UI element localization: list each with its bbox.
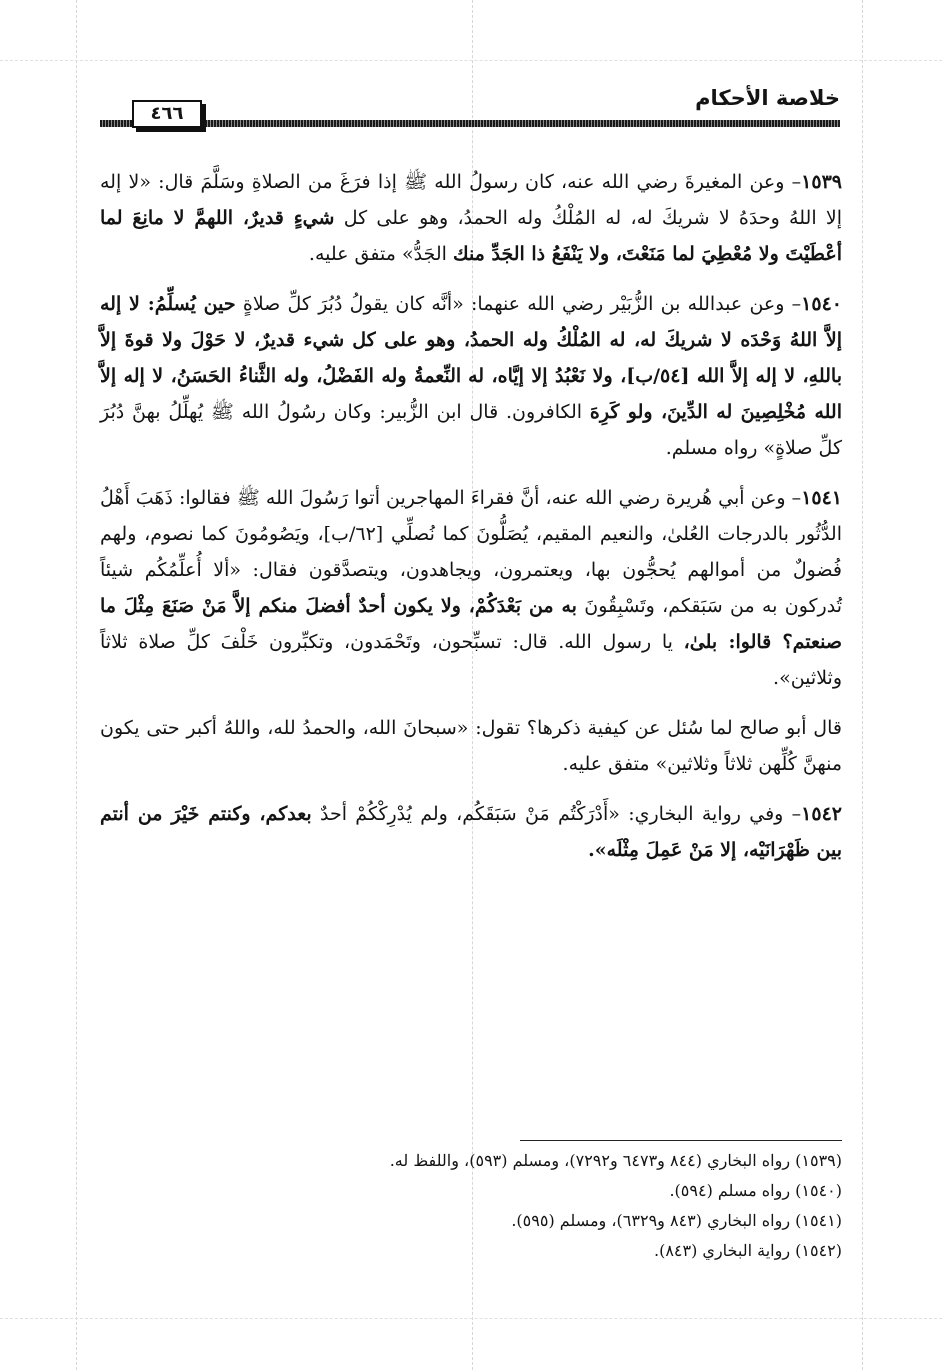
footnote: (١٥٤١) رواه البخاري (٨٤٣ و٦٣٢٩)، ومسلم (٥٩٥). xyxy=(511,1211,842,1230)
footnote: (١٥٤٢) رواية البخاري (٨٤٣). xyxy=(653,1241,842,1260)
hadith-number: ١٥٣٩ xyxy=(801,171,842,193)
hadith-text-line: – وعن عبدالله بن الزُّبَيْر رضي الله عنهما: «أنَّه كان يقولُ دُبُرَ كلِّ صلاةٍ xyxy=(242,293,802,315)
hadith-number: ١٥٤٠ xyxy=(801,293,842,315)
hadith-text-line: [٦٢/ب]، ويَصُومُونَ كما نصوم، ولهم فُضولٌ من أموالهم يُحجُّون بها، ويعتمرون، xyxy=(100,523,843,581)
hadith-text-line: شيء قديرٌ، لا حَوْلَ ولا قوةَ إلاَّ باللهِ، لا إله إلاَّ الله [٥٤/ب]، ولا نَعْبُدُ إلا إيَّاه، له xyxy=(100,329,842,387)
hadith-text-line: ويجاهدون، ويتصدَّقون فقال: «ألا أُعلِّمُكُم شيئاً تُدركون به من سَبَقكم، وتَسْبِقُونَ xyxy=(100,559,842,617)
hadith-text-line: واللهُ أكبر حتى يكون منهنَّ كُلِّهن ثلاثاً وثلاثين» متفق عليه. xyxy=(100,717,842,775)
hadith-text-line: النِّعمةُ وله الفَضْلُ، وله الثَّناءُ الحَسَنُ، لا إله إلاَّ الله مُخْلِصِينَ له الدِّينَ، ولو كَرِهَ xyxy=(100,365,842,423)
hadith-text-line: الكافرون. قال ابن الزُّبير: وكان رسُولُ الله ﷺ يُهلِّلُ بهنَّ دُبُرَ كلِّ صلاةٍ» رواه مسلم. xyxy=(100,401,842,459)
hadith-number: ١٥٤٢ xyxy=(801,803,842,825)
header-rule xyxy=(100,120,840,127)
hadith-paragraph xyxy=(100,710,842,782)
hadith-paragraph xyxy=(100,286,842,466)
scan-guide xyxy=(862,0,863,1370)
page-number: ٤٦٦ xyxy=(132,100,202,128)
hadith-text-line: بعدكم، وكنتم خَيْرَ من أنتم بين ظَهْرَانَيْه، إلا مَنْ عَمِلَ مِثْلَه». xyxy=(100,803,842,861)
hadith-text-line: يا رسول الله. قال: تسبِّحون، وتَحْمَدون، وتكبِّرون خَلْفَ كلِّ صلاة ثلاثاً وثلاثين». xyxy=(100,631,842,689)
scan-guide xyxy=(0,1318,942,1319)
page-title: خلاصة الأحكام xyxy=(695,86,840,110)
hadith-text-line: الجَدُّ» متفق عليه. xyxy=(308,243,447,265)
page-header xyxy=(100,86,840,132)
hadith-paragraph xyxy=(100,796,842,868)
hadith-text-line: – وفي رواية البخاري: «أَدْرَكْتُم مَنْ سَبَقَكُم، ولم يُدْرِكْكُمْ أحدٌ xyxy=(320,803,802,825)
hadith-paragraph xyxy=(100,480,842,696)
footnote: (١٥٣٩) رواه البخاري (٨٤٤ و٦٤٧٣ و٧٢٩٢)، ومسلم (٥٩٣)، واللفظ له. xyxy=(389,1151,842,1170)
footnotes xyxy=(100,1146,842,1266)
main-text xyxy=(100,164,842,882)
footnote-separator xyxy=(520,1140,842,1141)
hadith-number: ١٥٤١ xyxy=(801,487,843,509)
scan-guide xyxy=(0,60,942,61)
hadith-text-line: وسَلَّمَ قال: «لا إله إلا اللهُ وحدَهُ لا شريكَ له، له المُلْكُ وله الحمدُ، وهو على كل xyxy=(100,171,842,229)
hadith-text-line: به من بَعْدَكُمْ، ولا يكون أحدٌ أفضلَ منكم إلاَّ مَنْ صَنَعَ مِثْلَ ما صنعتم؟ قالوا: بلىٰ، xyxy=(100,595,842,653)
hadith-text-line: حين يُسلِّمُ: لا إله إلاَّ اللهُ وَحْدَه لا شريكَ له، له المُلْكُ وله الحمدُ، وهو على كل xyxy=(100,293,842,351)
hadith-paragraph xyxy=(100,164,842,272)
hadith-text-line: شيءٍ قديرٌ، اللهمَّ لا مانِعَ لما أعْطَيْتَ ولا مُعْطِيَ لما مَنَعْتَ، ولا يَنْفَعُ ذا الجَدِّ منك xyxy=(100,207,842,265)
hadith-text-line: – وعن أبي هُريرة رضي الله عنه، أنَّ فقراءَ المهاجرين أتوا رَسُولَ الله ﷺ xyxy=(236,487,802,509)
hadith-text-line: فقالوا: ذَهَبَ أَهْلُ الدُّثُور بالدرجات العُلىٰ، والنعيم المقيم، يُصَلُّونَ كما نُصلِّي xyxy=(100,487,842,545)
scan-guide xyxy=(76,0,77,1370)
hadith-text-line: قال أبو صالح لما سُئل عن كيفية ذكرها؟ تقول: «سبحانَ الله، والحمدُ لله، xyxy=(267,717,842,739)
hadith-text-line: – وعن المغيرةَ رضي الله عنه، كان رسولُ الله ﷺ إذا فرَغَ من الصلاةِ xyxy=(251,171,802,193)
footnote: (١٥٤٠) رواه مسلم (٥٩٤). xyxy=(669,1181,842,1200)
